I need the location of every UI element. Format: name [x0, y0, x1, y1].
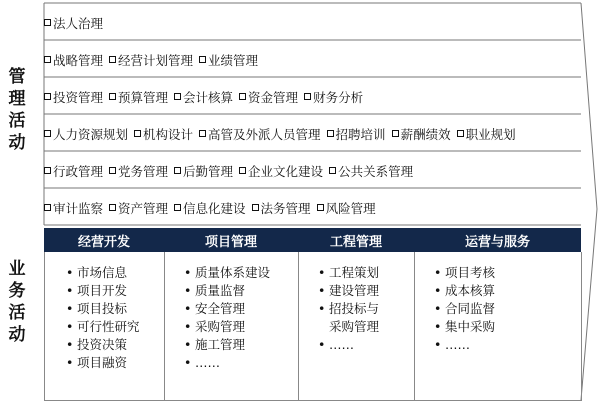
management-item — [329, 162, 413, 180]
business-header-bar — [44, 228, 581, 252]
management-row — [44, 4, 103, 41]
business-list-item: • 项目融资 — [65, 354, 164, 372]
management-item-label: 职业规划 — [465, 126, 516, 142]
checkbox-square-icon — [174, 93, 181, 100]
checkbox-square-icon — [174, 204, 181, 211]
business-list-item: • 施工管理 — [183, 336, 298, 354]
checkbox-square-icon — [109, 93, 116, 100]
management-item-label: 风险管理 — [325, 200, 376, 216]
management-item-label: 战略管理 — [53, 52, 104, 68]
management-item-label: 行政管理 — [53, 163, 104, 179]
management-item-label: 高管及外派人员管理 — [208, 126, 321, 142]
checkbox-square-icon — [304, 93, 311, 100]
business-list-item: • …… — [433, 336, 581, 354]
management-item — [109, 199, 168, 217]
management-item — [44, 51, 103, 69]
management-item — [109, 162, 168, 180]
checkbox-square-icon — [44, 93, 51, 100]
business-list-item: • 市场信息 — [65, 264, 164, 282]
management-row — [44, 78, 363, 115]
management-item-label: 审计监察 — [53, 200, 104, 216]
management-item — [239, 162, 323, 180]
management-item-label: 经营计划管理 — [118, 52, 194, 68]
management-item — [304, 88, 363, 106]
management-item — [44, 125, 128, 143]
management-item — [134, 125, 193, 143]
business-column-title: 项目管理 — [204, 234, 257, 250]
management-item — [174, 162, 233, 180]
management-item — [199, 51, 258, 69]
management-item — [174, 88, 233, 106]
business-list-item: • 项目考核 — [433, 264, 581, 282]
checkbox-square-icon — [317, 204, 324, 211]
checkbox-square-icon — [109, 56, 116, 63]
business-list-item: • 投资决策 — [65, 336, 164, 354]
management-activities-label: 管 理 活 动 — [8, 67, 26, 153]
management-item-label: 预算管理 — [118, 89, 169, 105]
checkbox-square-icon — [252, 204, 259, 211]
management-row — [44, 41, 258, 78]
business-columns — [44, 252, 582, 401]
management-item-label: 法人治理 — [53, 15, 104, 31]
business-list-item: • 安全管理 — [183, 300, 298, 318]
business-list-item: • 可行性研究 — [65, 318, 164, 336]
management-item-label: 党务管理 — [118, 163, 169, 179]
chevron-lower-edge — [581, 209, 597, 400]
management-item — [174, 199, 246, 217]
checkbox-square-icon — [457, 130, 464, 137]
business-column-title: 运营与服务 — [464, 234, 530, 250]
management-item-label: 企业文化建设 — [248, 163, 324, 179]
business-list-item: • 质量体系建设 — [183, 264, 298, 282]
business-list-item: • …… — [317, 336, 414, 354]
checkbox-square-icon — [44, 19, 51, 26]
business-column-title: 经营开发 — [77, 234, 130, 250]
management-item — [44, 162, 103, 180]
business-list-item: • 质量监督 — [183, 282, 298, 300]
management-item — [44, 14, 103, 32]
business-activities-label: 业 务 活 动 — [8, 259, 26, 345]
checkbox-square-icon — [174, 167, 181, 174]
management-item — [109, 51, 193, 69]
business-list-item: • 建设管理 — [317, 282, 414, 300]
management-item-label: 人力资源规划 — [53, 126, 129, 142]
checkbox-square-icon — [199, 56, 206, 63]
management-item-label: 财务分析 — [313, 89, 364, 105]
management-item — [317, 199, 376, 217]
checkbox-square-icon — [44, 204, 51, 211]
checkbox-square-icon — [134, 130, 141, 137]
checkbox-square-icon — [44, 130, 51, 137]
management-row — [44, 152, 413, 189]
business-list-item: • 集中采购 — [433, 318, 581, 336]
management-row — [44, 189, 376, 226]
checkbox-square-icon — [239, 167, 246, 174]
management-item-label: 后勤管理 — [183, 163, 234, 179]
business-column — [415, 252, 582, 400]
management-item-label: 薪酬绩效 — [400, 126, 451, 142]
management-item-label: 法务管理 — [260, 200, 311, 216]
management-item — [109, 88, 168, 106]
management-item-label: 资产管理 — [118, 200, 169, 216]
management-item-label: 资金管理 — [248, 89, 299, 105]
management-item — [44, 88, 103, 106]
checkbox-square-icon — [327, 130, 334, 137]
checkbox-square-icon — [329, 167, 336, 174]
business-column — [299, 252, 415, 400]
business-column-title: 工程管理 — [329, 234, 382, 250]
management-item — [239, 88, 298, 106]
business-list-item: • 成本核算 — [433, 282, 581, 300]
business-list-item: • 招投标与 — [317, 300, 414, 318]
management-item-label: 信息化建设 — [183, 200, 246, 216]
management-item-label: 招聘培训 — [335, 126, 386, 142]
management-item-label: 业绩管理 — [208, 52, 259, 68]
management-item — [44, 199, 103, 217]
management-item — [457, 125, 516, 143]
business-list-item: • 采购管理 — [183, 318, 298, 336]
checkbox-square-icon — [109, 167, 116, 174]
management-item — [252, 199, 311, 217]
business-list-item: • 工程策划 — [317, 264, 414, 282]
checkbox-square-icon — [109, 204, 116, 211]
management-item-label: 公共关系管理 — [338, 163, 414, 179]
business-list-item: • …… — [183, 354, 298, 372]
checkbox-square-icon — [239, 93, 246, 100]
management-item — [199, 125, 321, 143]
business-list-item: 采购管理 — [329, 319, 380, 334]
management-item — [392, 125, 451, 143]
checkbox-square-icon — [44, 56, 51, 63]
management-item-label: 投资管理 — [53, 89, 104, 105]
chevron-upper-edge — [581, 3, 597, 209]
management-item-label: 机构设计 — [143, 126, 194, 142]
checkbox-square-icon — [392, 130, 399, 137]
checkbox-square-icon — [199, 130, 206, 137]
management-row — [44, 115, 516, 152]
business-list-item: • 合同监督 — [433, 300, 581, 318]
business-list-item: • 项目开发 — [65, 282, 164, 300]
business-list-item: • 项目投标 — [65, 300, 164, 318]
business-column — [165, 252, 299, 400]
checkbox-square-icon — [44, 167, 51, 174]
management-item-label: 会计核算 — [183, 89, 234, 105]
management-item — [327, 125, 386, 143]
business-column — [45, 252, 165, 400]
